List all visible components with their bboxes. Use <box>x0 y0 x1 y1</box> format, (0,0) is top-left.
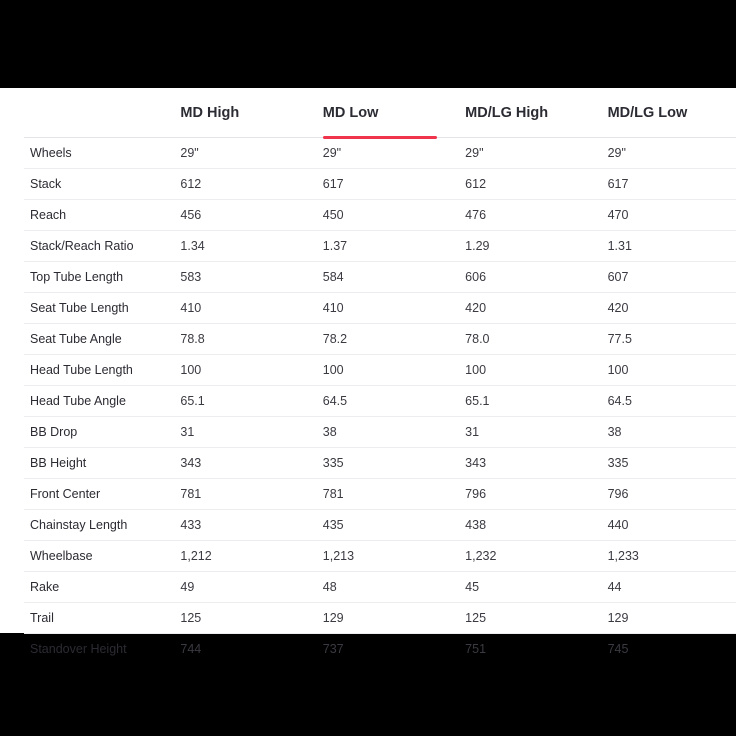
cell-mdlg-high: 45 <box>451 572 593 603</box>
cell-mdlg-low: 335 <box>594 448 736 479</box>
table-row <box>24 634 736 665</box>
table-row <box>24 231 736 262</box>
cell-mdlg-high: 476 <box>451 200 593 231</box>
cell-mdlg-low: 1,233 <box>594 541 736 572</box>
cell-md-high: 31 <box>166 417 308 448</box>
row-label: Seat Tube Angle <box>24 324 166 355</box>
row-label: Reach <box>24 200 166 231</box>
table-row <box>24 169 736 200</box>
column-header-measurement <box>24 88 166 138</box>
cell-mdlg-low: 796 <box>594 479 736 510</box>
cell-md-high: 1,212 <box>166 541 308 572</box>
cell-mdlg-high: 343 <box>451 448 593 479</box>
cell-mdlg-low: 470 <box>594 200 736 231</box>
row-label: BB Height <box>24 448 166 479</box>
row-label: Standover Height <box>30 642 127 656</box>
table-row <box>24 386 736 417</box>
cell-mdlg-high: 1.29 <box>451 231 593 262</box>
cell-mdlg-low: 129 <box>594 603 736 634</box>
cell-mdlg-high: 606 <box>451 262 593 293</box>
column-header-mdlg-high[interactable]: MD/LG High <box>451 88 593 138</box>
cell-md-high: 78.8 <box>166 324 308 355</box>
cell-md-low: 78.2 <box>309 324 451 355</box>
row-label: Wheelbase <box>24 541 166 572</box>
cell-mdlg-high: 125 <box>451 603 593 634</box>
cell-md-high: 744 <box>180 642 202 656</box>
cell-md-low: 584 <box>309 262 451 293</box>
cell-mdlg-low: 64.5 <box>594 386 736 417</box>
cell-mdlg-low: 44 <box>594 572 736 603</box>
cell-md-low: 1.37 <box>309 231 451 262</box>
cell-md-high: 612 <box>166 169 308 200</box>
table-row <box>24 355 736 386</box>
table-row <box>24 262 736 293</box>
cell-md-high: 65.1 <box>166 386 308 417</box>
cell-mdlg-high: 78.0 <box>451 324 593 355</box>
cell-md-high: 49 <box>166 572 308 603</box>
cell-md-high: 29" <box>166 138 308 169</box>
cell-mdlg-low: 420 <box>594 293 736 324</box>
cell-md-low: 410 <box>309 293 451 324</box>
cell-md-high: 100 <box>166 355 308 386</box>
cell-md-low: 335 <box>309 448 451 479</box>
cell-md-high: 343 <box>166 448 308 479</box>
cell-md-low: 781 <box>309 479 451 510</box>
column-header-md-low[interactable]: MD Low <box>309 88 451 138</box>
table-row <box>24 479 736 510</box>
cell-md-low: 435 <box>309 510 451 541</box>
row-label: Wheels <box>24 138 166 169</box>
cell-mdlg-high: 65.1 <box>451 386 593 417</box>
row-label: Chainstay Length <box>24 510 166 541</box>
cell-md-high: 583 <box>166 262 308 293</box>
cell-mdlg-low: 745 <box>607 642 629 656</box>
table-row <box>24 541 736 572</box>
cell-mdlg-low: 617 <box>594 169 736 200</box>
cell-mdlg-low: 1.31 <box>594 231 736 262</box>
row-label: Trail <box>24 603 166 634</box>
table-body <box>24 138 736 665</box>
cell-mdlg-high: 1,232 <box>451 541 593 572</box>
geometry-table <box>24 88 736 664</box>
row-label: Rake <box>24 572 166 603</box>
row-label: Stack/Reach Ratio <box>24 231 166 262</box>
table-row <box>24 293 736 324</box>
cell-md-low: 737 <box>322 642 344 656</box>
table-row <box>24 138 736 169</box>
cell-mdlg-high: 438 <box>451 510 593 541</box>
table-header <box>24 88 736 138</box>
cell-md-low: 29" <box>309 138 451 169</box>
cell-mdlg-high: 420 <box>451 293 593 324</box>
geometry-table-panel <box>0 88 736 656</box>
cell-mdlg-high: 100 <box>451 355 593 386</box>
cell-md-high: 125 <box>166 603 308 634</box>
cell-mdlg-high: 751 <box>465 642 487 656</box>
cell-md-low: 450 <box>309 200 451 231</box>
row-label: Front Center <box>24 479 166 510</box>
cell-mdlg-low: 38 <box>594 417 736 448</box>
row-label: Head Tube Angle <box>24 386 166 417</box>
table-row <box>24 603 736 634</box>
table-row <box>24 200 736 231</box>
row-label: Stack <box>24 169 166 200</box>
row-label: BB Drop <box>24 417 166 448</box>
cell-md-high: 1.34 <box>166 231 308 262</box>
cell-md-low: 1,213 <box>309 541 451 572</box>
cell-md-low: 129 <box>309 603 451 634</box>
cell-mdlg-low: 77.5 <box>594 324 736 355</box>
table-row <box>24 417 736 448</box>
row-label: Head Tube Length <box>24 355 166 386</box>
cell-mdlg-high: 612 <box>451 169 593 200</box>
cell-mdlg-high: 29" <box>451 138 593 169</box>
cell-md-low: 64.5 <box>309 386 451 417</box>
cell-md-low: 38 <box>309 417 451 448</box>
cell-mdlg-low: 607 <box>594 262 736 293</box>
row-label: Top Tube Length <box>24 262 166 293</box>
cell-mdlg-low: 440 <box>594 510 736 541</box>
column-header-mdlg-low[interactable]: MD/LG Low <box>594 88 736 138</box>
table-row <box>24 572 736 603</box>
table-row <box>24 448 736 479</box>
cell-mdlg-high: 31 <box>451 417 593 448</box>
cell-md-high: 433 <box>166 510 308 541</box>
cell-md-high: 781 <box>166 479 308 510</box>
cell-mdlg-low: 100 <box>594 355 736 386</box>
cell-md-high: 456 <box>166 200 308 231</box>
cell-md-low: 617 <box>309 169 451 200</box>
column-header-md-high[interactable]: MD High <box>166 88 308 138</box>
cell-mdlg-high: 796 <box>451 479 593 510</box>
header-row <box>24 88 736 138</box>
cell-mdlg-low: 29" <box>594 138 736 169</box>
row-label: Seat Tube Length <box>24 293 166 324</box>
cell-md-low: 100 <box>309 355 451 386</box>
table-row <box>24 324 736 355</box>
cell-md-low: 48 <box>309 572 451 603</box>
table-row <box>24 510 736 541</box>
cell-md-high: 410 <box>166 293 308 324</box>
